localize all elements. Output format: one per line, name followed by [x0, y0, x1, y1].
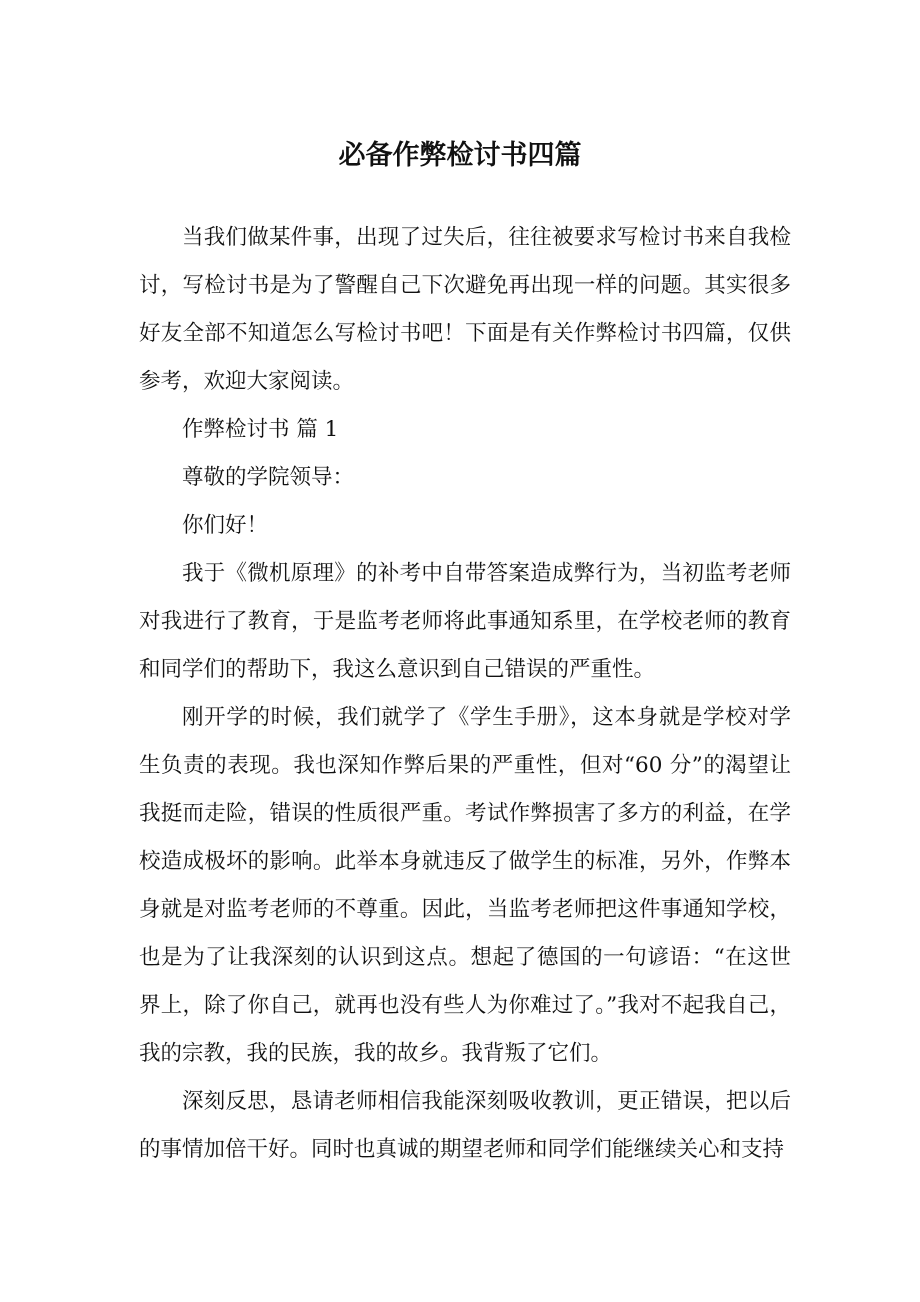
salutation: 尊敬的学院领导：: [182, 465, 355, 490]
section-heading: 作弊检讨书 篇 1: [182, 417, 339, 442]
body-paragraph: 深刻反思，恳请老师相信我能深刻吸收教训，更正错误，把以后的事情加倍干好。同时也真诚的期望老师和同学们能继续关心和支持: [139, 1089, 791, 1162]
body-paragraph: 刚开学的时候，我们就学了《学生手册》，这本身就是学校对学生负责的表现。我也深知作弊后果的严重性，但对“60 分”的渴望让我挺而走险，错误的性质很严重。考试作弊损害了多方的利益，在学校造成极坏的影响。此举本身就违反了做学生的标准，另外，作弊本身就是对监考老师的不尊重。因此，当监考老师把这件事通知学校，也是为了让我深刻的认识到这点。想起了德国的一句谚语：“在这世界上，除了你自己，就再也没有些人为你难过了。”我对不起我自己，我的宗教，我的民族，我的故乡。我背叛了它们。: [139, 705, 791, 1066]
document-body: [139, 214, 791, 1174]
greeting: 你们好！: [182, 513, 269, 538]
document-title: 必备作弊检讨书四篇: [338, 140, 582, 172]
intro-paragraph: 当我们做某件事，出现了过失后，往往被要求写检讨书来自我检讨，写检讨书是为了警醒自己下次避免再出现一样的问题。其实很多好友全部不知道怎么写检讨书吧！下面是有关作弊检讨书四篇，仅供参考，欢迎大家阅读。: [139, 225, 791, 394]
body-paragraph: 我于《微机原理》的补考中自带答案造成弊行为，当初监考老师对我进行了教育，于是监考老师将此事通知系里，在学校老师的教育和同学们的帮助下，我这么意识到自己错误的严重性。: [139, 561, 791, 682]
